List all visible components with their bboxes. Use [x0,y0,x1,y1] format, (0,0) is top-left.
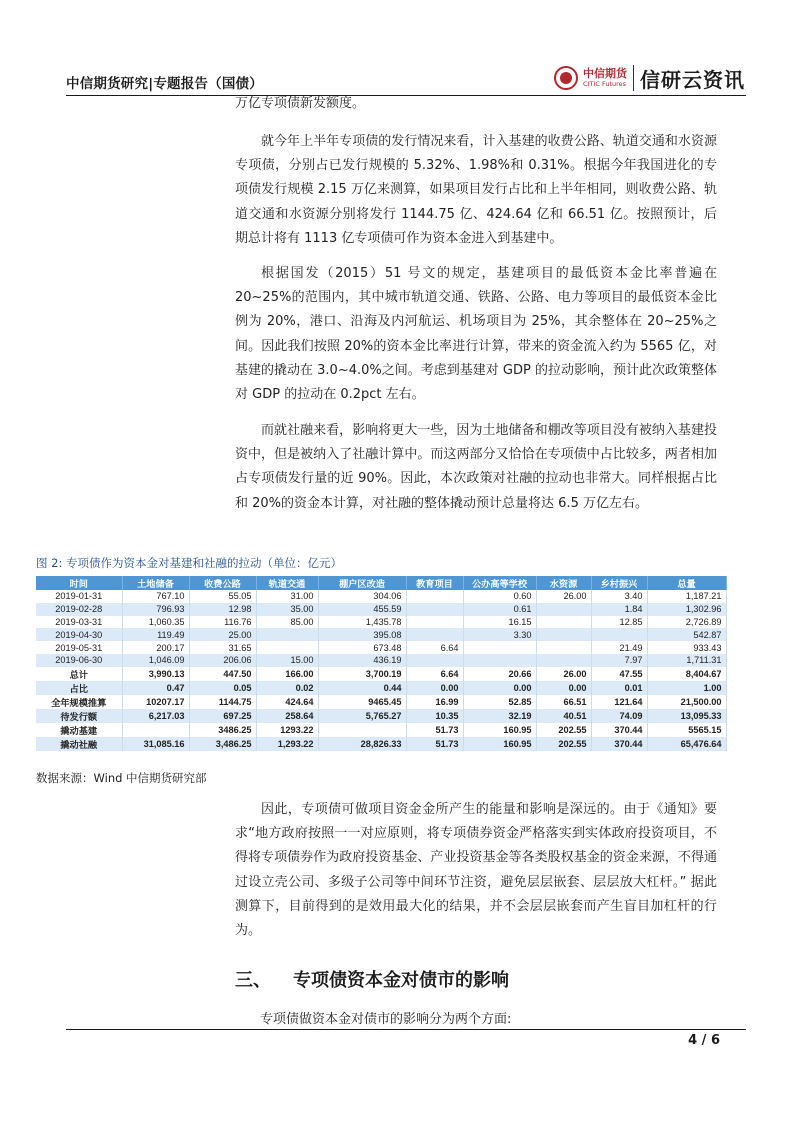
table-cell: 10207.17 [122,695,189,709]
table-cell [463,641,536,654]
table-cell: 0.00 [536,681,591,695]
table-cell [536,641,591,654]
table-cell: 0.02 [256,681,318,695]
logo-divider [633,65,634,91]
table-cell: 119.49 [122,628,189,641]
footer-divider [66,1029,746,1030]
table-cell: 202.55 [536,723,591,737]
table-cell: 35.00 [256,603,318,616]
table-cell: 28,826.33 [318,737,406,751]
table-cell: 0.44 [318,681,406,695]
table-cell: 全年规模推算 [36,695,122,709]
table-row [36,603,726,616]
table-cell: 32.19 [463,709,536,723]
table-row [36,641,726,654]
table-cell: 447.50 [189,667,256,681]
table-cell: 待发行额 [36,709,122,723]
table-cell: 121.64 [591,695,647,709]
table-row [36,681,726,695]
data-table-container [36,576,726,751]
table-cell: 1.84 [591,603,647,616]
section-title-text: 专项债资本金对债市的影响 [293,970,509,991]
table-body [36,590,726,751]
table-cell: 3,486.25 [189,737,256,751]
column-header: 乡村振兴 [591,576,647,590]
table-cell: 总计 [36,667,122,681]
table-cell: 6.64 [406,641,463,654]
column-header: 轨道交通 [256,576,318,590]
table-cell: 12.98 [189,603,256,616]
table-cell: 3.30 [463,628,536,641]
table-cell [256,641,318,654]
table-cell: 3,700.19 [318,667,406,681]
table-cell: 0.01 [591,681,647,695]
table-cell: 2019-02-28 [36,603,122,616]
column-header: 公办高等学校 [463,576,536,590]
table-cell: 455.59 [318,603,406,616]
table-cell: 15.00 [256,654,318,667]
table-cell: 占比 [36,681,122,695]
paragraph-continued: 万亿专项债新发额度。 [235,96,366,111]
table-cell: 697.25 [189,709,256,723]
table-cell: 撬动社融 [36,737,122,751]
table-row [36,654,726,667]
column-header: 棚户区改造 [318,576,406,590]
table-cell: 52.85 [463,695,536,709]
table-cell: 16.99 [406,695,463,709]
table-cell: 5565.15 [647,723,726,737]
table-row [36,723,726,737]
table-cell: 1,302.96 [647,603,726,616]
table-cell: 258.64 [256,709,318,723]
table-cell [256,628,318,641]
table-cell: 2019-01-31 [36,590,122,603]
figure-caption: 图 2: 专项债作为资本金对基建和社融的拉动（单位：亿元） [36,556,342,570]
table-cell: 3486.25 [189,723,256,737]
table-cell [406,628,463,641]
column-header: 收费公路 [189,576,256,590]
table-cell: 0.47 [122,681,189,695]
table-cell: 542.87 [647,628,726,641]
paragraph-capital-ratio: 根据国发（2015）51 号文的规定，基建项目的最低资本金比率普遍在 20~25%的范围内，其中城市轨道交通、铁路、公路、电力等项目的最低资本金比例为 20%，港口、沿海及内河航运、机场项目为 25%，其余整体在 20~25%之间。因此我们按照 20%的资本金比率进行计算，带来的资金流入约为 5565 亿，对基建的撬动在 3.0~4.0%之间。考虑到基建对 GDP 的拉动影响，预计此次政策整体对 GDP 的拉动在 0.2pct 左右。 [235,266,717,403]
table-cell [318,723,406,737]
table-cell: 6.64 [406,667,463,681]
table-row [36,628,726,641]
page-number: 4 / 6 [688,1033,720,1048]
table-cell: 0.00 [463,681,536,695]
table-cell: 26.00 [536,590,591,603]
table-cell: 1144.75 [189,695,256,709]
table-cell: 933.43 [647,641,726,654]
table-cell: 1293.22 [256,723,318,737]
table-cell: 13,095.33 [647,709,726,723]
table-cell [536,628,591,641]
column-header: 水资源 [536,576,591,590]
table-cell: 25.00 [189,628,256,641]
table-cell: 7.97 [591,654,647,667]
paragraph-conclusion: 因此，专项债可做项目资金金所产生的能量和影响是深远的。由于《通知》要求“地方政府按照一一对应原则，将专项债券资金严格落实到实体政府投资项目，不得将专项债券作为政府投资基金、产业投资基金等各类股权基金的资金来源，不得通过设立壳公司、多级子公司等中间环节注资，避免层层嵌套、层层放大杠杆。” 据此测算下，目前得到的是效用最大化的结果，并不会层层嵌套而产生盲目加杠杆的行为。 [235,802,717,939]
table-cell: 0.00 [406,681,463,695]
table-cell: 370.44 [591,737,647,751]
table-cell: 1,060.35 [122,616,189,629]
table-cell: 40.51 [536,709,591,723]
column-header: 教育项目 [406,576,463,590]
table-row [36,667,726,681]
table-row [36,709,726,723]
table-cell: 370.44 [591,723,647,737]
citic-logo-icon [554,66,578,90]
table-cell: 1,187.21 [647,590,726,603]
table-cell: 撬动基建 [36,723,122,737]
table-cell [406,616,463,629]
table-cell: 31.65 [189,641,256,654]
table-cell: 2,726.89 [647,616,726,629]
table-cell [463,654,536,667]
table-cell: 424.64 [256,695,318,709]
table-cell [122,723,189,737]
table-cell: 66.51 [536,695,591,709]
table-cell: 206.06 [189,654,256,667]
table-cell: 2019-05-31 [36,641,122,654]
paragraph-social-financing: 而就社融来看，影响将更大一些，因为土地储备和棚改等项目没有被纳入基建投资中，但是被纳入了社融计算中。而这两部分又恰恰在专项债中占比较多，两者相加占专项债发行量的近 90%。因此，本次政策对社融的拉动也非常大。同样根据占比和 20%的资金本计算，对社融的整体撬动预计总量将达 6.5 万亿左右。 [235,423,717,511]
table-cell [591,628,647,641]
table-cell [536,654,591,667]
table-cell: 1,435.78 [318,616,406,629]
table-cell: 5,765.27 [318,709,406,723]
table-cell: 8,404.67 [647,667,726,681]
table-cell: 436.19 [318,654,406,667]
table-cell: 65,476.64 [647,737,726,751]
table-cell: 21.49 [591,641,647,654]
table-cell: 0.60 [463,590,536,603]
table-cell: 6,217.03 [122,709,189,723]
table-cell: 74.09 [591,709,647,723]
table-cell: 31.00 [256,590,318,603]
table-cell: 20.66 [463,667,536,681]
table-cell: 2019-06-30 [36,654,122,667]
section-heading [235,966,509,992]
table-cell: 1,711.31 [647,654,726,667]
table-cell: 2019-04-30 [36,628,122,641]
table-cell: 1,046.09 [122,654,189,667]
table-header-row [36,576,726,590]
table-row [36,616,726,629]
table-cell: 9465.45 [318,695,406,709]
header-logo [554,62,745,94]
table-cell: 51.73 [406,723,463,737]
table-cell: 47.55 [591,667,647,681]
table-cell [406,603,463,616]
section-number: 三、 [235,970,271,991]
table-cell: 3,990.13 [122,667,189,681]
column-header: 总量 [647,576,726,590]
table-cell: 673.48 [318,641,406,654]
table-cell: 0.05 [189,681,256,695]
table-cell: 12.85 [591,616,647,629]
table-cell: 3.40 [591,590,647,603]
table-cell [536,616,591,629]
logo-en-text: CITIC Futures [583,80,627,88]
table-cell [536,603,591,616]
table-cell: 304.06 [318,590,406,603]
table-cell: 31,085.16 [122,737,189,751]
table-row [36,590,726,603]
table-cell: 166.00 [256,667,318,681]
table-cell: 116.76 [189,616,256,629]
table-cell [406,654,463,667]
table-cell: 21,500.00 [647,695,726,709]
table-cell: 55.05 [189,590,256,603]
table-cell: 26.00 [536,667,591,681]
special-bond-table [36,576,727,751]
brand-name: 信研云资讯 [640,67,745,92]
table-cell: 202.55 [536,737,591,751]
table-cell: 395.08 [318,628,406,641]
table-cell: 767.10 [122,590,189,603]
data-source-note: 数据来源：Wind 中信期货研究部 [36,771,207,785]
paragraph-issuance: 就今年上半年专项债的发行情况来看，计入基建的收费公路、轨道交通和水资源专项债，分别占已发行规模的 5.32%、1.98%和 0.31%。根据今年我国进化的专项债发行规模 2.15 万亿来测算，如果项目发行占比和上半年相同，则收费公路、轨道交通和水资源分别将发行 1144.75 亿、424.64 亿和 66.51 亿。按照预计，后期总计将有 1113 亿专项债可作为资本金进入到基建中。 [235,134,717,246]
table-cell: 16.15 [463,616,536,629]
column-header: 时间 [36,576,122,590]
section-intro: 专项债做资本金对债市的影响分为两个方面: [260,1012,512,1027]
table-cell: 1.00 [647,681,726,695]
table-cell: 160.95 [463,723,536,737]
logo-cn-text: 中信期货 [583,67,627,80]
table-cell: 160.95 [463,737,536,751]
report-header-title: 中信期货研究|专题报告（国债） [66,76,263,92]
table-cell: 85.00 [256,616,318,629]
table-row [36,737,726,751]
table-row [36,695,726,709]
table-cell: 796.93 [122,603,189,616]
column-header: 土地储备 [122,576,189,590]
table-cell: 10.35 [406,709,463,723]
table-cell: 200.17 [122,641,189,654]
table-cell: 0.61 [463,603,536,616]
table-cell [406,590,463,603]
table-cell: 51.73 [406,737,463,751]
table-cell: 2019-03-31 [36,616,122,629]
table-cell: 1,293.22 [256,737,318,751]
